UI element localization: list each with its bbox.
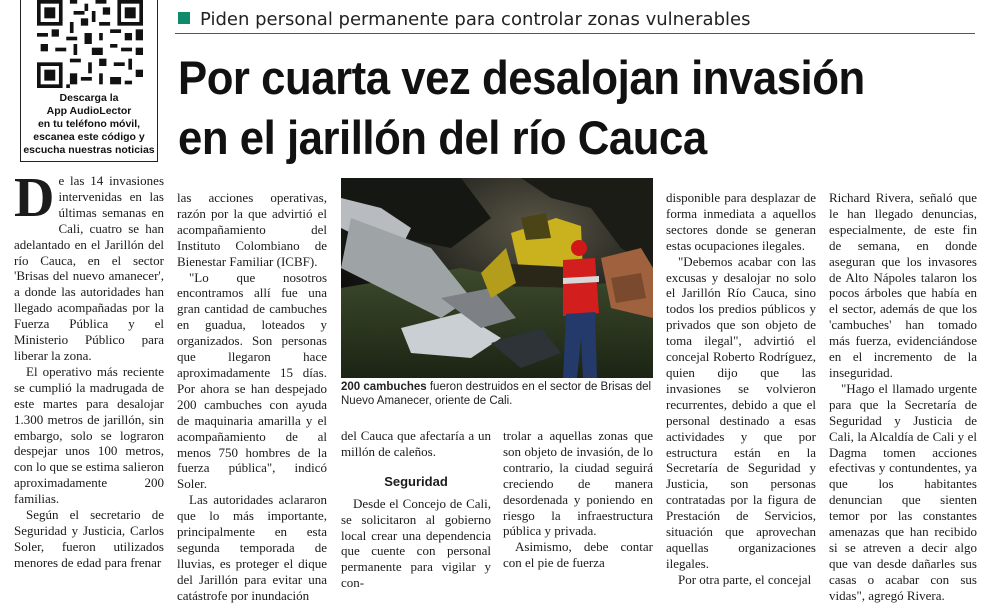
- paragraph: Asimismo, debe contar con el pie de fuerza: [503, 539, 653, 571]
- paragraph: Richard Rivera, señaló que le han llegado denuncias, especialmente, de este fin de semana, en donde aseguran que los invasores de Alto Nápoles talaron los pocos árboles que había en el sector, además de que los 'cambuches' han tomado más fuerza, evidenciándose en el incremento de la inseguridad.: [829, 190, 977, 380]
- qr-caption: [23, 92, 155, 157]
- section-subhead: Seguridad: [384, 473, 448, 489]
- paragraph: Por otra parte, el concejal: [678, 571, 812, 587]
- square-bullet-icon: [178, 12, 190, 24]
- article-column-2: [177, 190, 327, 604]
- night-eviction-photo: [341, 178, 653, 378]
- divider: [175, 33, 975, 34]
- qr-code-icon[interactable]: [37, 0, 143, 88]
- paragraph: "Hago el llamado urgente para que la Secretaría de Seguridad y Justicia de Cali, la Alcaldía de Cali y el Dagma tomen acciones efectivas y contundentes, ya que los habitantes denuncian que sienten temor por las constantes amenazas que han recibido si se atreven a decir algo que van desde dañarles sus casas o acabar con sus vidas", agregó Rivera.: [829, 380, 977, 603]
- qr-caption-line: escucha nuestras noticias: [23, 144, 155, 156]
- paragraph: disponible para desplazar de forma inmediata a aquellos sectores donde se generan estas ocupaciones ilegales.: [666, 190, 816, 253]
- paragraph: Según el secretario de Seguridad y Justicia, Carlos Soler, fueron utilizados menores de edad para frenar: [14, 507, 164, 570]
- paragraph-text: e las 14 invasiones intervenidas en las últimas semanas en Cali, cuatro se han adelantado en el Jarillón del río Cauca, en el sector 'Brisas del nuevo amanecer', a donde las autoridades han llegado acompañadas por la Fuerza Pública y el Ministerio Público para liberar la zona.: [14, 173, 164, 363]
- kicker-text: Piden personal permanente para controlar zonas vulnerables: [200, 9, 751, 30]
- paragraph: El operativo más reciente se cumplió la madrugada de este martes para desalojar 1.300 metros de jarillón, sin embargo, solo se lograron despejar unos 100 metros, con lo que se estima salieron aproximadamente 200 familias.: [14, 363, 164, 507]
- photo-caption-text: fueron destruidos en el sector de Brisas del Nuevo Amanecer, oriente de Cali.: [341, 381, 652, 407]
- qr-box: [20, 0, 158, 162]
- headline-line: en el jarillón del río Cauca: [178, 111, 707, 164]
- qr-caption-line: escanea este código y: [33, 131, 145, 143]
- paragraph: Desde el Concejo de Cali, se solicitaron al gobierno local crear una dependencia que cuente con personal permanente para vigilar y con-: [341, 495, 491, 591]
- article-column-5: [829, 190, 977, 604]
- article-column-1: [14, 167, 164, 571]
- article-photo: [341, 178, 653, 378]
- kicker: [178, 9, 979, 35]
- headline-line: Por cuarta vez desalojan invasión: [178, 51, 865, 104]
- paragraph: "Debemos acabar con las excusas y desalojar no solo el Jarillón Río Cauca, sino todos los predios públicos y privados que son objeto de toma ilegal", advirtió el concejal Roberto Rodríguez, quien dijo que las invasiones se volvieron recurrentes, debido a que el personal destinado a esas actividades y que por estructura están en la Secretaría de Seguridad y Justicia, son personas contratadas por la figura de Prestación de Servicios, situación que aprovechan aquellas organizaciones ilegales.: [666, 253, 816, 571]
- paragraph: [14, 167, 164, 364]
- article-column-4: [666, 190, 816, 588]
- qr-caption-line: en tu teléfono móvil,: [37, 118, 141, 130]
- article-column-3a: [341, 428, 491, 591]
- paragraph: las acciones operativas, razón por la que advirtió el acompañamiento del Instituto Colombiano de Bienestar Familiar (ICBF).: [177, 190, 327, 269]
- article-column-3b: [503, 428, 653, 571]
- photo-caption: [341, 380, 653, 408]
- paragraph: trolar a aquellas zonas que son objeto de invasión, de lo contrario, la ciudad seguirá creciendo de manera desordenada y poniendo en riesgo la infraestructura pública y privada.: [503, 428, 653, 539]
- drop-cap: D: [14, 167, 55, 229]
- headline: [178, 48, 922, 168]
- qr-caption-line: Descarga la: [59, 92, 119, 104]
- photo-caption-bold: 200 cambuches: [341, 381, 427, 393]
- paragraph: "Lo que nosotros encontramos allí fue una gran cantidad de cambuches en guadua, loteados y organizados. Son personas que llegaron hace aproximadamente 15 días. Por ahora se han despejado 200 cambuches con ayuda de maquinaria amarilla y el acompañamiento de al menos 750 hombres de la fuerza pública", indicó Soler.: [177, 269, 327, 492]
- paragraph: del Cauca que afectaría a un millón de caleños.: [341, 428, 491, 459]
- paragraph: Las autoridades aclararon que lo más importante, principalmente en esta segunda temporada de lluvias, es proteger el dique del Jarillón para evitar una catástrofe por inundación: [177, 492, 327, 603]
- qr-caption-line: App AudioLector: [46, 105, 132, 117]
